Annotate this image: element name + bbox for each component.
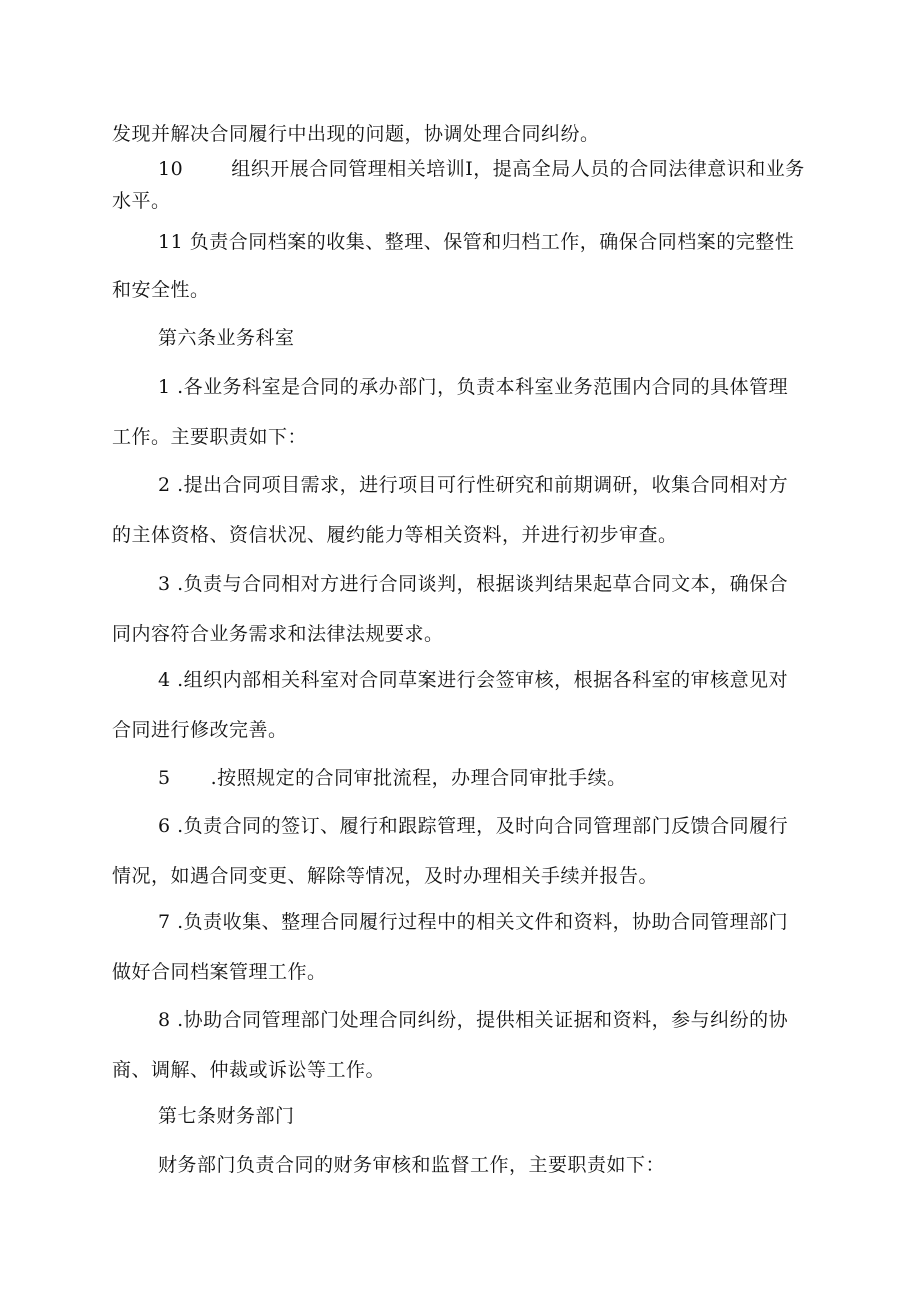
paragraph-item-5 xyxy=(112,758,812,798)
text-line: 合同进行修改完善。 xyxy=(112,719,288,741)
paragraph-item-10 xyxy=(112,149,812,221)
text-line: 情况，如遇合同变更、解除等情况，及时办理相关手续并报告。 xyxy=(112,865,659,887)
text-line: 财务部门负责合同的财务审核和监督工作，主要职责如下： xyxy=(158,1154,666,1176)
text-line: 商、调解、仲裁或诉讼等工作。 xyxy=(112,1059,386,1081)
paragraph-item-8 xyxy=(112,1000,812,1090)
paragraph-item-2 xyxy=(112,465,812,555)
text-line: 和安全性。 xyxy=(112,279,210,301)
item-text: 组织开展合同管理相关培训I，提高全局人员的合同法律意识和业务 xyxy=(231,158,805,180)
text-line: 同内容符合业务需求和法律法规要求。 xyxy=(112,623,444,645)
paragraph-item-6 xyxy=(112,806,812,896)
text-line: 11 负责合同档案的收集、整理、保管和归档工作，确保合同档案的完整性 xyxy=(158,231,795,253)
text-line: 6 .负责合同的签订、履行和跟踪管理，及时向合同管理部门反馈合同履行 xyxy=(158,815,789,837)
text-line: 工作。主要职责如下： xyxy=(112,426,308,448)
text-line: 7 .负责收集、整理合同履行过程中的相关文件和资料，协助合同管理部门 xyxy=(158,911,789,933)
text-line: 水平。 xyxy=(112,190,171,212)
paragraph-item-11 xyxy=(112,222,812,310)
text-line: 3 .负责与合同相对方进行合同谈判，根据谈判结果起草合同文本，确保合 xyxy=(158,573,789,595)
text-line: 第七条财务部门 xyxy=(158,1105,295,1127)
text-line: 2 .提出合同项目需求，进行项目可行性研究和前期调研，收集合同相对方 xyxy=(158,474,789,496)
text-line xyxy=(112,149,812,189)
item-number: 10 xyxy=(158,158,184,180)
text-line: 第六条业务科室 xyxy=(158,327,295,349)
text-line: 4 .组织内部相关科室对合同草案进行会签审核，根据各科室的审核意见对 xyxy=(158,669,789,691)
text-line: 1 .各业务科室是合同的承办部门，负责本科室业务范围内合同的具体管理 xyxy=(158,376,789,398)
section-heading-article-7 xyxy=(112,1096,812,1136)
text-line xyxy=(112,758,812,798)
paragraph-item-3 xyxy=(112,564,812,654)
item-number: 5 xyxy=(158,767,171,789)
paragraph-finance-intro xyxy=(112,1145,812,1185)
text-line: 发现并解决合同履行中出现的问题，协调处理合同纠纷。 xyxy=(112,123,600,145)
paragraph-item-4 xyxy=(112,660,812,750)
paragraph-item-1 xyxy=(112,367,812,457)
paragraph-continuation xyxy=(112,114,812,154)
item-text: .按照规定的合同审批流程，办理合同审批手续。 xyxy=(210,767,627,789)
text-line: 8 .协助合同管理部门处理合同纠纷，提供相关证据和资料，参与纠纷的协 xyxy=(158,1009,789,1031)
paragraph-item-7 xyxy=(112,902,812,992)
text-line: 的主体资格、资信状况、履约能力等相关资料，并进行初步审查。 xyxy=(112,524,678,546)
section-heading-article-6 xyxy=(112,318,812,358)
text-line: 做好合同档案管理工作。 xyxy=(112,961,327,983)
